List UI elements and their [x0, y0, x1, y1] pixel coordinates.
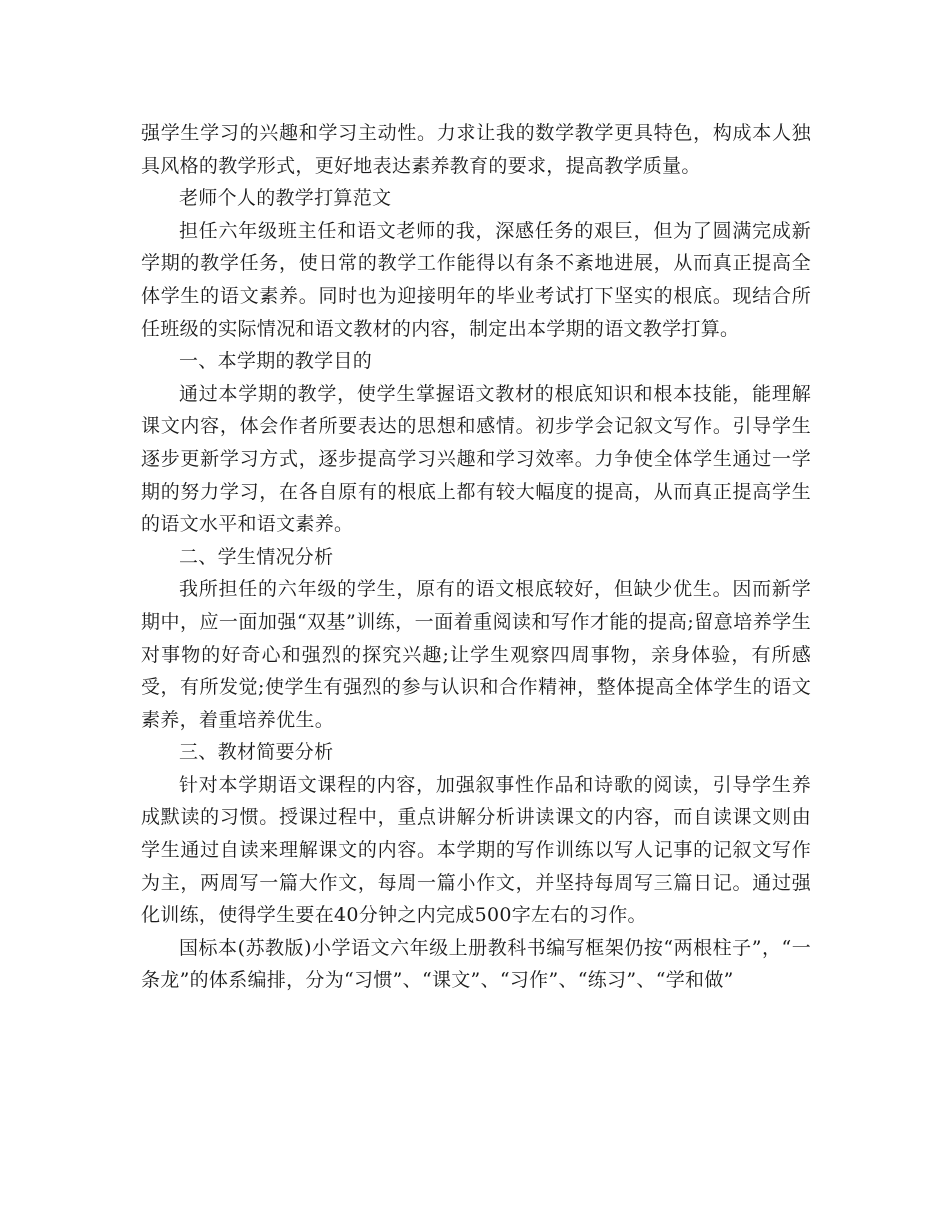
paragraph-textbook-analysis: 针对本学期语文课程的内容，加强叙事性作品和诗歌的阅读，引导学生养成默读的习惯。授课过程中，重点讲解分析讲读课文的内容，而自读课文则由学生通过自读来理解课文的内容。本学期的写作训练以写人记事的记叙文写作为主，两周写一篇大作文，每周一篇小作文，并坚持每周写三篇日记。通过强化训练，使得学生要在40分钟之内完成500字左右的习作。 [141, 773, 811, 927]
section-title: 老师个人的教学打算范文 [179, 187, 392, 210]
paragraph-textbook-structure: 国标本(苏教版)小学语文六年级上册教科书编写框架仍按“两根柱子”，“一条龙”的体系编排，分为“习惯”、“课文”、“习作”、“练习”、“学和做” [141, 936, 811, 992]
paragraph-teaching-goals: 通过本学期的教学，使学生掌握语文教材的根底知识和根本技能，能理解课文内容，体会作者所要表达的思想和感情。初步学会记叙文写作。引导学生逐步更新学习方式，逐步提高学习兴趣和学习效率。力争使全体学生通过一学期的努力学习，在各自原有的根底上都有较大幅度的提高，从而真正提高学生的语文水平和语文素养。 [141, 382, 811, 536]
paragraph-continuation: 强学生学习的兴趣和学习主动性。力求让我的数学教学更具特色，构成本人独具风格的教学形式，更好地表达素养教育的要求，提高教学质量。 [141, 122, 811, 177]
paragraph-student-analysis: 我所担任的六年级的学生，原有的语文根底较好，但缺少优生。因而新学期中，应一面加强“双基”训练，一面着重阅读和写作才能的提高;留意培养学生对事物的好奇心和强烈的探究兴趣;让学生观察四周事物，亲身体验，有所感受，有所发觉;使学生有强烈的参与认识和合作精神，整体提高全体学生的语文素养，着重培养优生。 [141, 578, 811, 731]
heading-teaching-goals: 一、本学期的教学目的 [179, 350, 373, 373]
paragraph-intro: 担任六年级班主任和语文老师的我，深感任务的艰巨，但为了圆满完成新学期的教学任务，使日常的教学工作能得以有条不紊地进展，从而真正提高全体学生的语文素养。同时也为迎接明年的毕业考试打下坚实的根底。现结合所任班级的实际情况和语文教材的内容，制定出本学期的语文教学打算。 [141, 219, 811, 340]
document-body [141, 117, 811, 997]
heading-textbook-analysis: 三、教材简要分析 [179, 741, 334, 764]
heading-student-analysis: 二、学生情况分析 [179, 545, 334, 568]
